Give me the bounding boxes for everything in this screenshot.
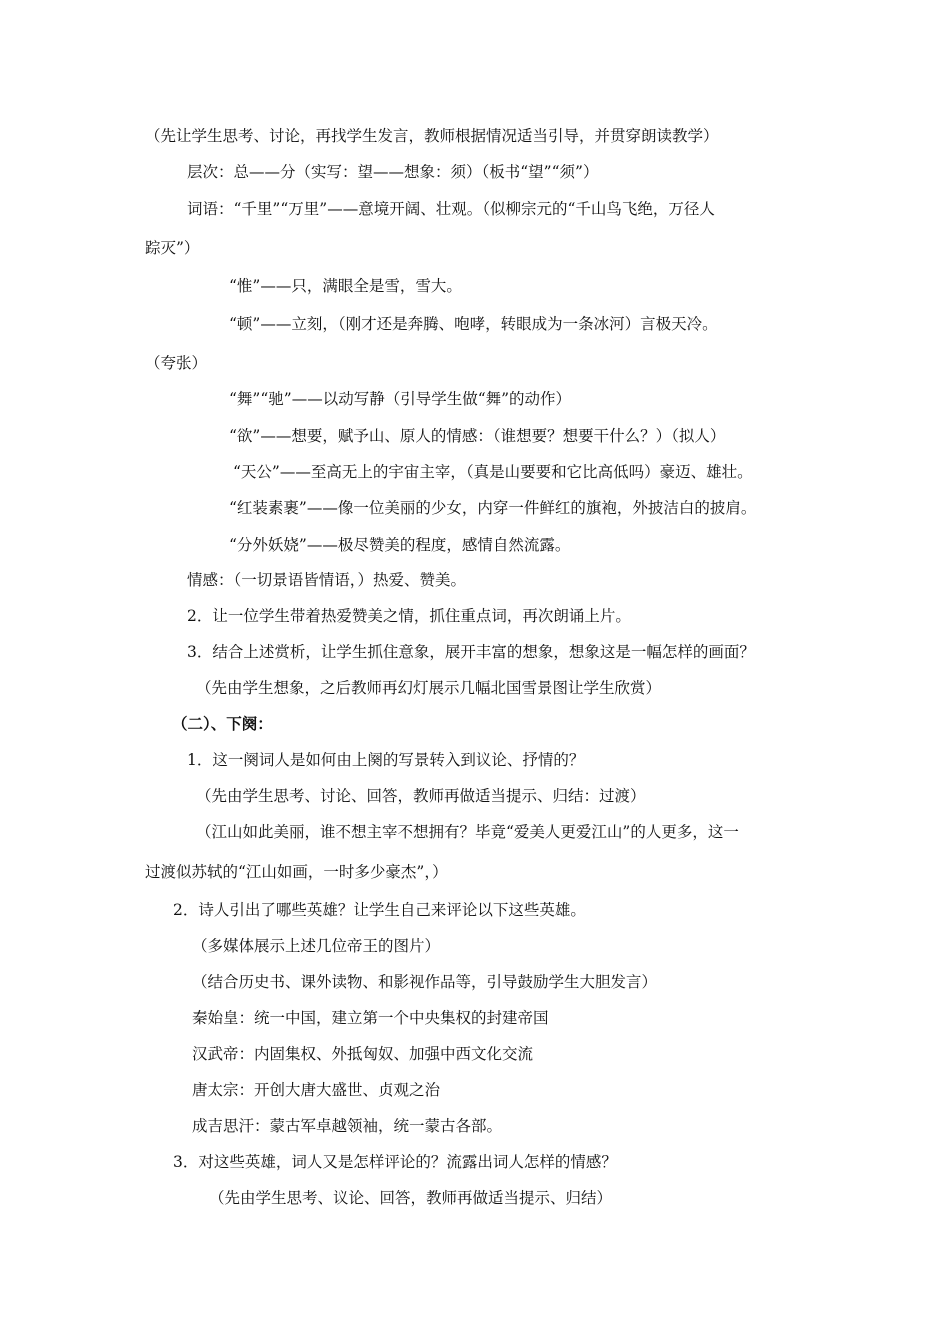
text-line: “舞”“驰”——以动写静（引导学生做“舞”的动作）: [229, 390, 572, 408]
text-line: 成吉思汗：蒙古军卓越领袖，统一蒙古各部。: [192, 1117, 503, 1135]
text-line: 踪灭”）: [145, 239, 200, 257]
text-line: 3．对这些英雄，词人又是怎样评论的？流露出词人怎样的情感？: [173, 1153, 617, 1171]
text-line: 汉武帝：内固集权、外抵匈奴、加强中西文化交流: [192, 1045, 534, 1063]
text-line: “天公”——至高无上的宇宙主宰，（真是山要要和它比高低吗）豪迈、雄壮。: [233, 463, 753, 481]
text-line: （多媒体展示上述几位帝王的图片）: [192, 937, 441, 955]
text-line: 3．结合上述赏析，让学生抓住意象，展开丰富的想象，想象这是一幅怎样的画面？: [187, 643, 755, 661]
text-line: 层次：总——分（实写：望——想象：须）（板书“望”“须”）: [187, 163, 599, 181]
text-line: 1．这一阕词人是如何由上阕的写景转入到议论、抒情的？: [187, 751, 585, 769]
text-line: 秦始皇：统一中国，建立第一个中央集权的封建帝国: [192, 1009, 549, 1027]
text-line: “分外妖娆”——极尽赞美的程度，感情自然流露。: [229, 536, 571, 554]
text-line: （结合历史书、课外读物、和影视作品等，引导鼓励学生大胆发言）: [192, 973, 658, 991]
text-line: “红装素裹”——像一位美丽的少女，内穿一件鲜红的旗袍，外披洁白的披肩。: [229, 499, 757, 517]
text-line: （江山如此美丽，谁不想主宰不想拥有？毕竟“爱美人更爱江山”的人更多，这一: [196, 823, 739, 841]
text-line: （夸张）: [145, 354, 208, 372]
section-heading: （二）、下阕：: [172, 714, 273, 733]
text-line: （先由学生思考、议论、回答，教师再做适当提示、归结）: [209, 1189, 613, 1207]
text-line: 2．诗人引出了哪些英雄？让学生自己来评论以下这些英雄。: [173, 901, 586, 919]
text-line: “惟”——只，满眼全是雪，雪大。: [229, 277, 462, 295]
text-line: （先由学生思考、讨论、回答，教师再做适当提示、归结：过渡）: [196, 787, 646, 805]
text-line: （先让学生思考、讨论，再找学生发言，教师根据情况适当引导，并贯穿朗读教学）: [145, 127, 719, 145]
text-line: 情感：（一切景语皆情语，）热爱、赞美。: [187, 571, 467, 589]
text-line: 词语：“千里”“万里”——意境开阔、壮观。（似柳宗元的“千山鸟飞绝，万径人: [187, 200, 715, 218]
text-line: 唐太宗：开创大唐大盛世、贞观之治: [192, 1081, 441, 1099]
text-line: “顿”——立刻，（刚才还是奔腾、咆哮，转眼成为一条冰河）言极天冷。: [229, 315, 718, 333]
text-line: “欲”——想要，赋予山、原人的情感：（谁想要？想要干什么？）（拟人）: [229, 427, 726, 445]
text-line: 2．让一位学生带着热爱赞美之情，抓住重点词，再次朗诵上片。: [187, 607, 631, 625]
text-line: 过渡似苏轼的“江山如画，一时多少豪杰”，）: [145, 863, 448, 881]
text-line: （先由学生想象，之后教师再幻灯展示几幅北国雪景图让学生欣赏）: [196, 679, 662, 697]
